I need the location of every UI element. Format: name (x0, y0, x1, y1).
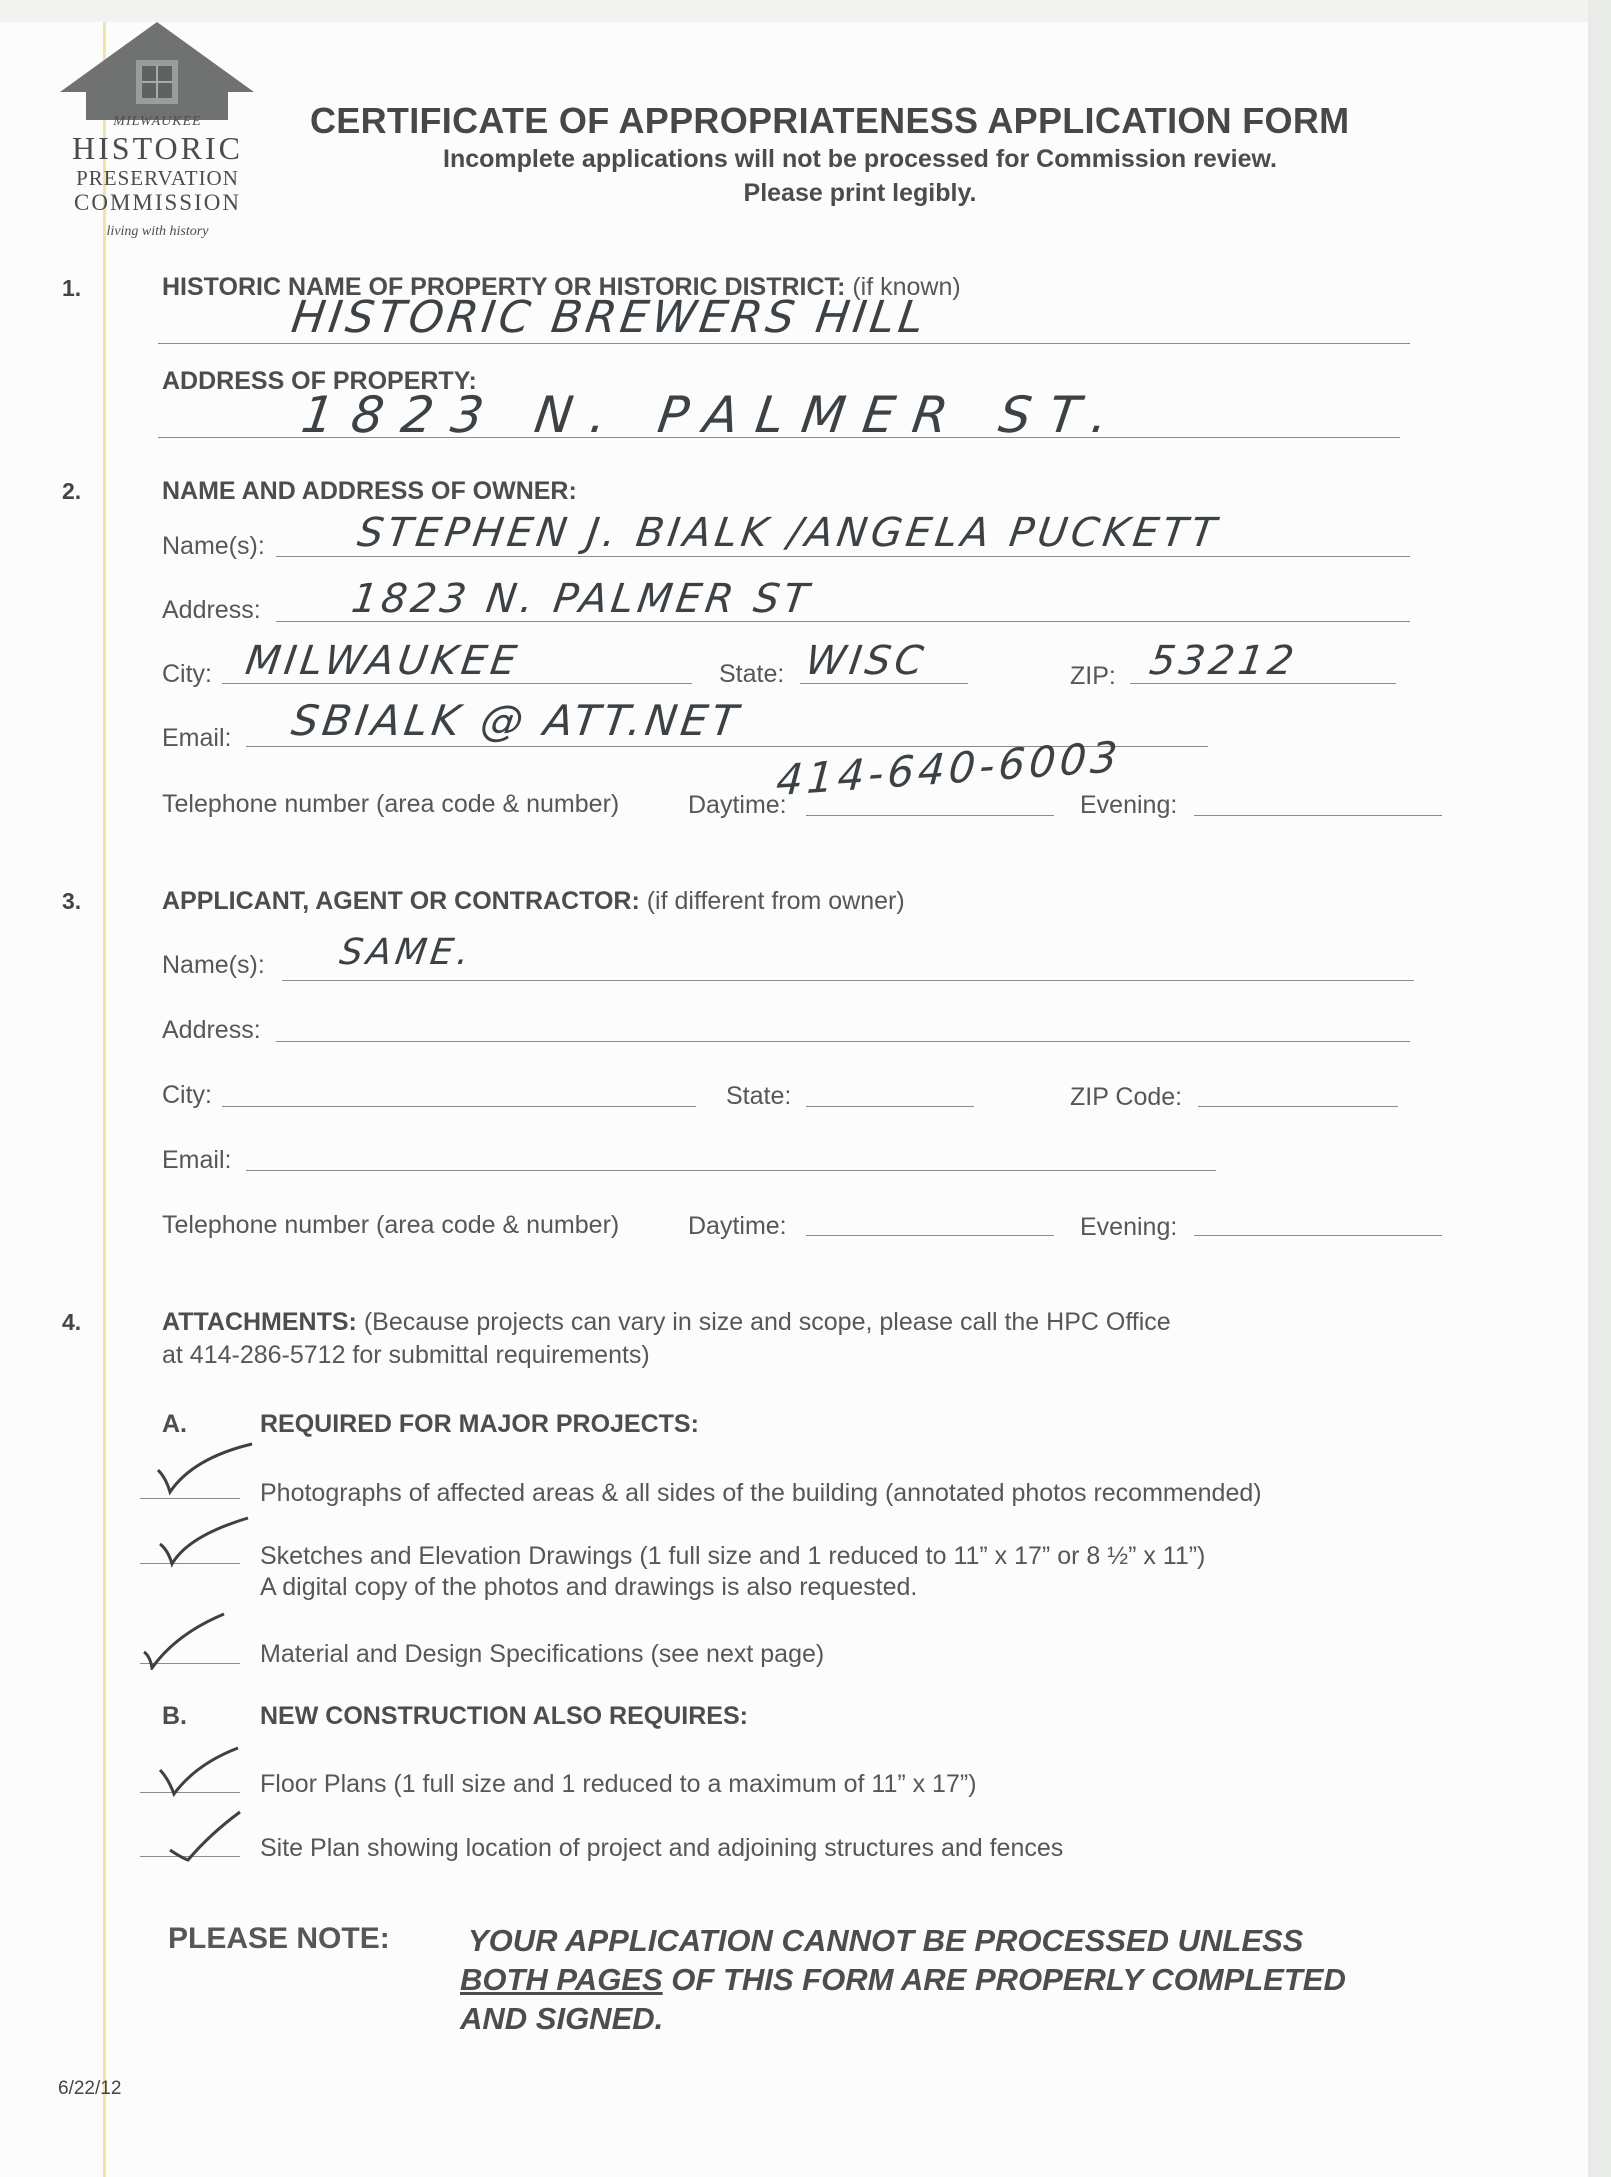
owner-address-value[interactable]: 1823 N. PALMER ST (348, 576, 815, 622)
revision-date: 6/22/12 (58, 2078, 122, 2099)
owner-zip-line (1130, 683, 1396, 684)
applicant-phone-label: Telephone number (area code & number) (162, 1211, 620, 1239)
section-3-number: 3. (62, 888, 82, 914)
logo-line-preservation: PRESERVATION (76, 166, 239, 190)
attachments-heading-note-2: at 414-286-5712 for submittal requirements) (162, 1341, 650, 1369)
owner-phone-label: Telephone number (area code & number) (162, 790, 620, 818)
section-a-letter: A. (162, 1410, 187, 1438)
applicant-name-value[interactable]: SAME. (337, 932, 476, 973)
applicant-daytime-line (806, 1235, 1054, 1236)
attachment-site-plan: Site Plan showing location of project and adjoining structures and fences (260, 1834, 1064, 1862)
applicant-daytime-label: Daytime: (688, 1212, 787, 1240)
historic-name-note: (if known) (852, 273, 961, 301)
attachment-sketches: Sketches and Elevation Drawings (1 full size and 1 reduced to 11” x 17” or 8 ½” x 11”) (260, 1542, 1206, 1570)
please-note-label: PLEASE NOTE: (168, 1922, 390, 1955)
owner-email-value[interactable]: SBIALK @ ATT.NET (288, 696, 745, 745)
property-address-value[interactable]: 1823 N. PALMER ST. (297, 386, 1130, 444)
owner-evening-label: Evening: (1080, 791, 1178, 819)
applicant-heading-note: (if different from owner) (646, 887, 905, 915)
attachment-material: Material and Design Specifications (see next page) (260, 1640, 825, 1668)
section-2-number: 2. (62, 478, 82, 504)
applicant-evening-label: Evening: (1080, 1213, 1178, 1241)
check-mark-icon[interactable] (148, 1740, 258, 1800)
section-1-number: 1. (62, 275, 82, 301)
attachment-photographs: Photographs of affected areas & all sides of the building (annotated photos recommended) (260, 1479, 1262, 1507)
applicant-evening-line (1194, 1235, 1442, 1236)
applicant-name-label: Name(s): (162, 951, 265, 979)
attachment-floor-plans: Floor Plans (1 full size and 1 reduced to a maximum of 11” x 17”) (260, 1770, 977, 1798)
owner-email-label: Email: (162, 724, 232, 752)
owner-city-line (222, 683, 692, 684)
applicant-email-line (246, 1170, 1216, 1171)
section-b-letter: B. (162, 1702, 187, 1730)
section-4-number: 4. (62, 1309, 82, 1335)
applicant-address-label: Address: (162, 1016, 261, 1044)
logo-line-historic: HISTORIC (72, 130, 243, 166)
logo-small-text: MILWAUKEE (113, 114, 202, 129)
section-b-heading: NEW CONSTRUCTION ALSO REQUIRES: (260, 1702, 748, 1730)
please-note-line-2-rest: OF THIS FORM ARE PROPERLY COMPLETED (662, 1962, 1346, 1997)
owner-daytime-label: Daytime: (688, 791, 787, 819)
please-note-line-1: YOUR APPLICATION CANNOT BE PROCESSED UNLESS (468, 1923, 1304, 1958)
owner-zip-value[interactable]: 53212 (1146, 638, 1301, 684)
applicant-zip-line (1198, 1106, 1398, 1107)
property-address-label: ADDRESS OF PROPERTY: (162, 367, 477, 395)
owner-state-value[interactable]: WISC (802, 638, 930, 684)
section-a-heading: REQUIRED FOR MAJOR PROJECTS: (260, 1410, 699, 1438)
form-subtitle-incomplete: Incomplete applications will not be processed for Commission review. (443, 145, 1277, 173)
owner-name-line (276, 556, 1410, 557)
attachment-sketches-digital: A digital copy of the photos and drawings is also requested. (260, 1573, 918, 1601)
scan-edge (1588, 0, 1611, 2177)
historic-name-line (158, 343, 1410, 344)
applicant-city-line (222, 1106, 696, 1107)
applicant-address-line (276, 1041, 1410, 1042)
attachments-heading-note: (Because projects can vary in size and scope, please call the HPC Office (363, 1308, 1171, 1336)
property-address-line (158, 437, 1400, 438)
form-title: CERTIFICATE OF APPROPRIATENESS APPLICATION FORM (310, 100, 1350, 141)
check-mark-icon[interactable] (136, 1610, 246, 1670)
attachments-heading-label: ATTACHMENTS: (162, 1308, 357, 1336)
applicant-zip-label: ZIP Code: (1070, 1083, 1183, 1111)
form-subtitle-print: Please print legibly. (743, 179, 977, 207)
owner-address-line (276, 621, 1410, 622)
applicant-name-line (282, 980, 1414, 981)
applicant-heading (162, 887, 905, 916)
historic-name-label: HISTORIC NAME OF PROPERTY OR HISTORIC DISTRICT: (162, 273, 846, 301)
hpc-logo (50, 20, 265, 250)
margin-rule (103, 22, 106, 2177)
owner-city-value[interactable]: MILWAUKEE (242, 638, 524, 684)
applicant-city-label: City: (162, 1081, 212, 1109)
owner-daytime-value[interactable]: 414-640-6003 (774, 731, 1123, 806)
logo-line-commission: COMMISSION (74, 190, 241, 215)
please-note-line-3: AND SIGNED. (460, 2001, 664, 2036)
owner-zip-label: ZIP: (1070, 662, 1116, 690)
owner-heading: NAME AND ADDRESS OF OWNER: (162, 477, 577, 505)
applicant-state-label: State: (726, 1082, 792, 1110)
please-note-line-2 (460, 1960, 1346, 1999)
owner-city-label: City: (162, 660, 212, 688)
attachments-heading (162, 1308, 1171, 1337)
both-pages-text: BOTH PAGES (460, 1962, 663, 1997)
check-mark-icon[interactable] (148, 1510, 258, 1570)
check-mark-icon[interactable] (148, 1806, 258, 1866)
applicant-state-line (806, 1106, 974, 1107)
owner-name-value[interactable]: STEPHEN J. BIALK /ANGELA PUCKETT (354, 510, 1223, 556)
historic-name-value[interactable]: HISTORIC BREWERS HILL (288, 292, 931, 343)
owner-evening-line (1194, 815, 1442, 816)
owner-state-line (800, 683, 968, 684)
check-mark-icon[interactable] (148, 1440, 258, 1500)
applicant-email-label: Email: (162, 1146, 232, 1174)
owner-daytime-line (806, 815, 1054, 816)
applicant-heading-label: APPLICANT, AGENT OR CONTRACTOR: (162, 887, 640, 915)
owner-name-label: Name(s): (162, 532, 265, 560)
logo-tagline: living with history (106, 224, 209, 239)
house-roof-icon (50, 20, 265, 120)
owner-state-label: State: (719, 660, 785, 688)
owner-address-label: Address: (162, 596, 261, 624)
